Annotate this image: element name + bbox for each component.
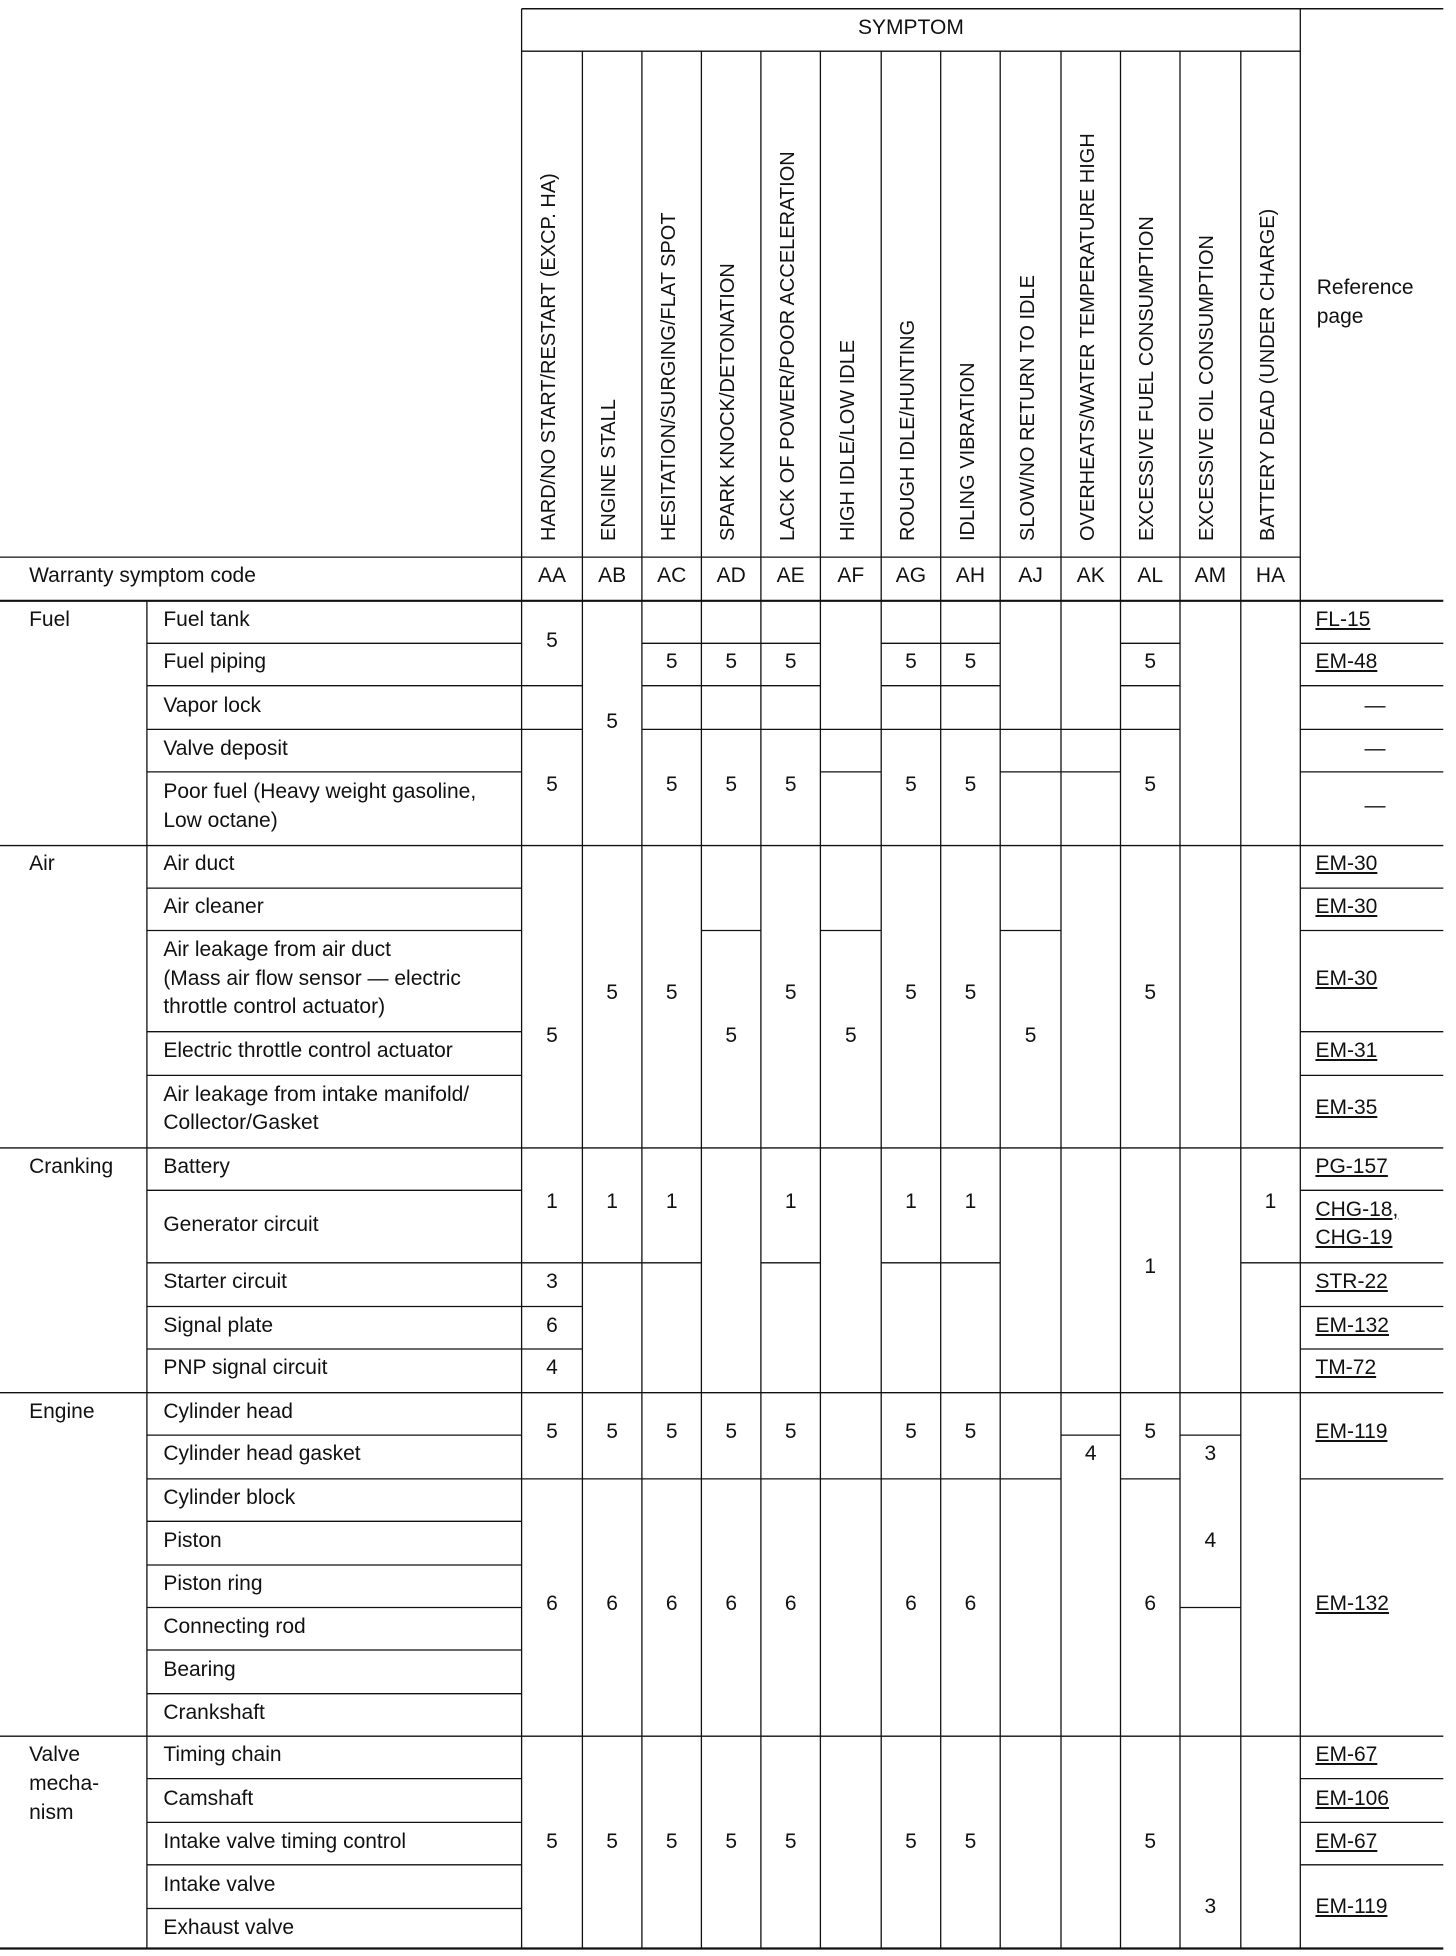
item-name: Exhaust valve: [163, 1915, 295, 1939]
symptom-cell-value: 5: [546, 1829, 558, 1853]
item-name: Low octane): [163, 809, 278, 833]
reference-page-link[interactable]: EM-30: [1315, 895, 1378, 919]
category-valve-mechanism: Valve: [29, 1743, 81, 1767]
category-cranking: Cranking: [29, 1155, 114, 1179]
symptom-cell-value: 5: [1144, 981, 1157, 1005]
reference-page-link[interactable]: EM-30: [1315, 966, 1378, 990]
symptom-cell-value: 1: [1264, 1190, 1277, 1214]
reference-page-link[interactable]: TM-72: [1315, 1356, 1377, 1380]
item-name: (Mass air flow sensor — electric: [163, 966, 461, 990]
item-name: Piston ring: [163, 1572, 263, 1596]
symptom-code: AM: [1194, 564, 1227, 588]
reference-page-link[interactable]: STR-22: [1315, 1270, 1388, 1294]
category-valve-mechanism: nism: [29, 1800, 74, 1824]
symptom-header: SYMPTOM: [858, 15, 964, 39]
category-valve-mechanism: mecha-: [29, 1772, 100, 1796]
symptom-cell-value: 6: [665, 1592, 678, 1616]
symptom-cell-value: 5: [1144, 650, 1157, 674]
symptom-cell-value: 6: [606, 1592, 618, 1616]
symptom-cell-value: 1: [1144, 1255, 1157, 1279]
symptom-cell-value: 1: [905, 1190, 917, 1214]
symptom-cell-value: 5: [784, 772, 797, 796]
item-name: Cylinder head gasket: [163, 1442, 361, 1466]
symptom-cell-value: 5: [546, 772, 558, 796]
symptom-cell-value: 5: [606, 710, 618, 734]
symptom-cell-value: 5: [905, 1419, 917, 1443]
symptom-name-af: HIGH IDLE/LOW IDLE: [836, 339, 859, 541]
reference-page-link[interactable]: FL-15: [1315, 608, 1371, 632]
item-name: Collector/Gasket: [163, 1111, 319, 1135]
symptom-code: AG: [895, 564, 927, 588]
item-name: Starter circuit: [163, 1270, 288, 1294]
symptom-cell-value: 4: [1084, 1442, 1097, 1466]
reference-page-link[interactable]: PG-157: [1315, 1155, 1388, 1179]
item-name: Camshaft: [163, 1787, 254, 1811]
symptom-cell-value: 4: [546, 1356, 558, 1380]
symptom-code: AB: [598, 564, 627, 588]
item-name: Crankshaft: [163, 1700, 265, 1724]
item-name: Fuel tank: [163, 608, 250, 632]
item-name: Poor fuel (Heavy weight gasoline,: [163, 780, 477, 804]
item-name: Intake valve: [163, 1873, 276, 1897]
symptom-cell-value: 5: [606, 1419, 618, 1443]
item-name: Signal plate: [163, 1313, 274, 1337]
symptom-cell-value: 5: [784, 981, 797, 1005]
symptom-code: AF: [837, 564, 865, 588]
symptom-cell-value: 5: [964, 772, 977, 796]
symptom-cell-value: 5: [964, 650, 977, 674]
symptom-cell-value: 5: [964, 1419, 977, 1443]
item-name: Electric throttle control actuator: [163, 1038, 453, 1062]
symptom-cell-value: 4: [1204, 1528, 1217, 1552]
symptom-cell-value: 6: [546, 1592, 558, 1616]
item-name: Timing chain: [163, 1743, 282, 1767]
item-name: Piston: [163, 1528, 222, 1552]
symptom-cell-value: 5: [725, 1023, 737, 1047]
reference-page-link[interactable]: EM-67: [1315, 1743, 1378, 1767]
symptom-name-aa: HARD/NO START/RESTART (EXCP. HA): [538, 172, 561, 541]
symptom-cell-value: 6: [1144, 1592, 1157, 1616]
reference-page-link[interactable]: EM-67: [1315, 1829, 1378, 1853]
item-name: Air leakage from air duct: [163, 937, 391, 961]
symptom-cell-value: 1: [784, 1190, 797, 1214]
symptom-cell-value: 5: [784, 1419, 797, 1443]
item-name: Connecting rod: [163, 1614, 306, 1638]
item-name: Bearing: [163, 1658, 236, 1682]
item-name: Air cleaner: [163, 895, 264, 919]
item-name: Fuel piping: [163, 650, 267, 674]
item-name: Valve deposit: [163, 736, 288, 760]
symptom-cell-value: 1: [964, 1190, 977, 1214]
symptom-cell-value: 6: [964, 1592, 977, 1616]
reference-page-link[interactable]: EM-132: [1315, 1313, 1389, 1337]
symptom-name-ac: HESITATION/SURGING/FLAT SPOT: [657, 212, 680, 541]
reference-page-link[interactable]: EM-30: [1315, 851, 1378, 875]
reference-page-link[interactable]: EM-48: [1315, 650, 1378, 674]
symptom-cell-value: 5: [1024, 1023, 1037, 1047]
symptom-cell-value: 5: [725, 650, 737, 674]
symptom-name-ha: BATTERY DEAD (UNDER CHARGE): [1256, 208, 1279, 541]
symptom-cell-value: 5: [905, 650, 917, 674]
symptom-code: AH: [955, 564, 986, 588]
symptom-code: AL: [1137, 564, 1164, 588]
symptom-cell-value: 5: [1144, 1419, 1157, 1443]
symptom-name-aj: SLOW/NO RETURN TO IDLE: [1016, 274, 1039, 541]
item-name: throttle control actuator): [163, 995, 386, 1019]
symptom-code: AJ: [1018, 564, 1043, 588]
symptom-cell-value: 5: [964, 981, 977, 1005]
reference-page-link[interactable]: CHG-19: [1315, 1226, 1393, 1250]
reference-page: —: [1364, 736, 1386, 760]
symptom-name-ag: ROUGH IDLE/HUNTING: [897, 319, 920, 541]
symptom-name-am: EXCESSIVE OIL CONSUMPTION: [1196, 234, 1219, 541]
category-air: Air: [29, 851, 55, 875]
symptom-cell-value: 5: [905, 981, 917, 1005]
symptom-cell-value: 5: [905, 772, 917, 796]
symptom-code: AD: [716, 564, 746, 588]
category-fuel: Fuel: [29, 608, 70, 632]
symptom-cell-value: 5: [725, 1419, 737, 1443]
item-name: Vapor lock: [163, 694, 261, 718]
item-name: Generator circuit: [163, 1212, 319, 1236]
symptom-cell-value: 5: [546, 1023, 558, 1047]
reference-page-link[interactable]: EM-132: [1315, 1592, 1389, 1616]
reference-page-header: page: [1316, 304, 1364, 328]
symptom-cell-value: 5: [546, 629, 558, 653]
symptom-cell-value: 5: [665, 1829, 678, 1853]
symptom-cell-value: 6: [784, 1592, 797, 1616]
item-name: Air leakage from intake manifold/: [163, 1082, 470, 1106]
symptom-cell-value: 3: [1204, 1894, 1217, 1918]
symptom-cell-value: 5: [784, 650, 797, 674]
symptom-code: AE: [776, 564, 805, 588]
symptom-code: AA: [537, 564, 566, 588]
symptom-name-ah: IDLING VIBRATION: [956, 362, 979, 541]
symptom-cell-value: 6: [725, 1592, 737, 1616]
symptom-cell-value: 5: [905, 1829, 917, 1853]
symptom-cell-value: 1: [546, 1190, 558, 1214]
symptom-code: AK: [1076, 564, 1105, 588]
category-engine: Engine: [29, 1399, 95, 1423]
item-name: Cylinder block: [163, 1486, 296, 1510]
symptom-cell-value: 6: [905, 1592, 917, 1616]
item-name: Air duct: [163, 851, 235, 875]
item-name: Cylinder head: [163, 1399, 293, 1423]
symptom-cell-value: 5: [1144, 772, 1157, 796]
symptom-cell-value: 5: [665, 772, 678, 796]
symptom-cell-value: 5: [665, 981, 678, 1005]
symptom-cell-value: 3: [546, 1270, 558, 1294]
item-name: Battery: [163, 1155, 230, 1179]
symptom-cell-value: 3: [1204, 1442, 1217, 1466]
symptom-cell-value: 5: [606, 1829, 618, 1853]
symptom-cell-value: 5: [606, 981, 618, 1005]
reference-page: —: [1364, 694, 1386, 718]
symptom-cell-value: 5: [725, 772, 737, 796]
symptom-code: AC: [657, 564, 687, 588]
symptom-name-ak: OVERHEATS/WATER TEMPERATURE HIGH: [1076, 133, 1099, 541]
symptom-name-ad: SPARK KNOCK/DETONATION: [717, 263, 740, 541]
reference-page: —: [1364, 794, 1386, 818]
symptom-cell-value: 5: [665, 1419, 678, 1443]
symptom-cell-value: 5: [725, 1829, 737, 1853]
reference-page-link[interactable]: EM-119: [1315, 1419, 1388, 1443]
symptom-code: HA: [1255, 564, 1286, 588]
reference-page-link[interactable]: EM-106: [1315, 1787, 1389, 1811]
symptom-cell-value: 6: [546, 1313, 558, 1337]
symptom-cell-value: 1: [606, 1190, 618, 1214]
symptom-cell-value: 1: [665, 1190, 678, 1214]
symptom-name-ab: ENGINE STALL: [598, 398, 621, 541]
symptom-cell-value: 5: [546, 1419, 558, 1443]
reference-page-link[interactable]: EM-31: [1315, 1038, 1378, 1062]
warranty-symptom-code-label: Warranty symptom code: [29, 564, 256, 588]
item-name: Intake valve timing control: [163, 1829, 407, 1853]
symptom-name-ae: LACK OF POWER/POOR ACCELERATION: [776, 151, 799, 541]
reference-page-header: Reference: [1316, 275, 1414, 299]
symptom-name-al: EXCESSIVE FUEL CONSUMPTION: [1136, 215, 1159, 541]
item-name: PNP signal circuit: [163, 1356, 328, 1380]
reference-page-link[interactable]: EM-35: [1315, 1096, 1378, 1120]
symptom-cell-value: 5: [844, 1023, 857, 1047]
symptom-cell-value: 5: [1144, 1829, 1157, 1853]
symptom-cell-value: 5: [964, 1829, 977, 1853]
reference-page-link[interactable]: CHG-18,: [1315, 1197, 1399, 1221]
reference-page-link[interactable]: EM-119: [1315, 1894, 1388, 1918]
symptom-cell-value: 5: [665, 650, 678, 674]
symptom-cell-value: 5: [784, 1829, 797, 1853]
